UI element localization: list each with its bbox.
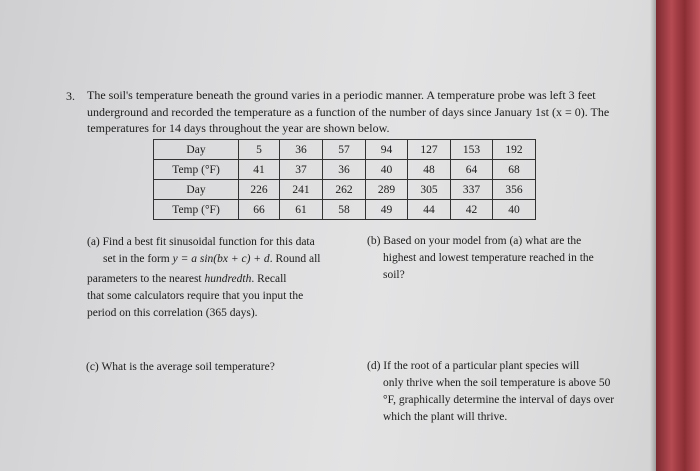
row-label: Day — [154, 140, 239, 160]
table-cell: 37 — [280, 160, 323, 180]
table-cell: 64 — [451, 160, 493, 180]
table-cell: 57 — [323, 140, 366, 160]
part-a-formula: y = a sin(bx + c) + d — [172, 253, 270, 265]
table-cell: 94 — [366, 140, 408, 160]
table-row — [154, 180, 536, 200]
table-cell: 68 — [493, 160, 536, 180]
part-a-label: (a) — [87, 236, 100, 248]
part-a-line2-pre: set in the form — [103, 253, 170, 265]
table-cell: 48 — [408, 160, 451, 180]
table-cell: 36 — [280, 140, 323, 160]
question-intro: The soil's temperature beneath the ground varies in a periodic manner. A temperature probe was left 3 feet underground and recorded the temperature as a function of the number of days since January 1st (x = 0). The temperatures for 14 days throughout the year are shown below. — [87, 88, 610, 135]
table-cell: 305 — [408, 180, 451, 200]
temperature-table — [153, 139, 536, 220]
table-cell: 356 — [493, 180, 536, 200]
table-cell: 192 — [493, 140, 536, 160]
table-cell: 49 — [366, 200, 408, 220]
table-cell: 61 — [280, 200, 323, 220]
table-row — [154, 160, 536, 180]
part-c — [86, 359, 336, 376]
table-cell: 58 — [323, 200, 366, 220]
row-label: Temp (°F) — [154, 200, 239, 220]
table-cell: 241 — [280, 180, 323, 200]
page-edge-background — [656, 0, 700, 471]
table-cell: 5 — [239, 140, 280, 160]
table-cell: 226 — [239, 180, 280, 200]
table-cell: 66 — [239, 200, 280, 220]
part-a-line3-em: hundredth — [204, 273, 252, 285]
table-row — [154, 200, 536, 220]
part-b-rest: highest and lowest temperature reached in the soil? — [383, 252, 594, 281]
question-number: 3. — [66, 89, 75, 103]
part-c-text: What is the average soil temperature? — [101, 361, 275, 373]
table-cell: 36 — [323, 160, 366, 180]
table-cell: 40 — [366, 160, 408, 180]
table-cell: 40 — [493, 200, 536, 220]
part-d-rest: only thrive when the soil temperature is above 50 °F, graphically determine the interval of days over which the plant will thrive. — [383, 377, 615, 423]
table-row — [154, 140, 536, 160]
part-b-line1: Based on your model from (a) what are the — [383, 235, 582, 247]
row-label: Temp (°F) — [154, 160, 239, 180]
part-d-line1: If the root of a particular plant species will — [383, 360, 580, 372]
table-cell: 41 — [239, 160, 280, 180]
part-a-line4: that some calculators require that you input the — [87, 290, 304, 302]
part-a-line5: period on this correlation (365 days). — [87, 307, 258, 319]
table-cell: 42 — [451, 200, 493, 220]
part-b — [367, 233, 615, 284]
part-a-line2-post: . Round all — [269, 253, 321, 265]
part-c-label: (c) — [86, 361, 99, 373]
part-b-label: (b) — [367, 235, 381, 247]
table-cell: 337 — [451, 180, 493, 200]
table-cell: 289 — [366, 180, 408, 200]
table-cell: 262 — [323, 180, 366, 200]
part-a-line3-pre: parameters to the nearest — [87, 273, 202, 285]
part-d-label: (d) — [367, 360, 381, 372]
part-a-line3-post: . Recall — [251, 273, 287, 285]
row-label: Day — [154, 180, 239, 200]
table-cell: 153 — [451, 140, 493, 160]
table-cell: 44 — [408, 200, 451, 220]
table-cell: 127 — [408, 140, 451, 160]
part-a — [87, 234, 337, 322]
part-d — [367, 358, 625, 426]
part-a-line1: Find a best fit sinusoidal function for this data — [102, 236, 315, 248]
